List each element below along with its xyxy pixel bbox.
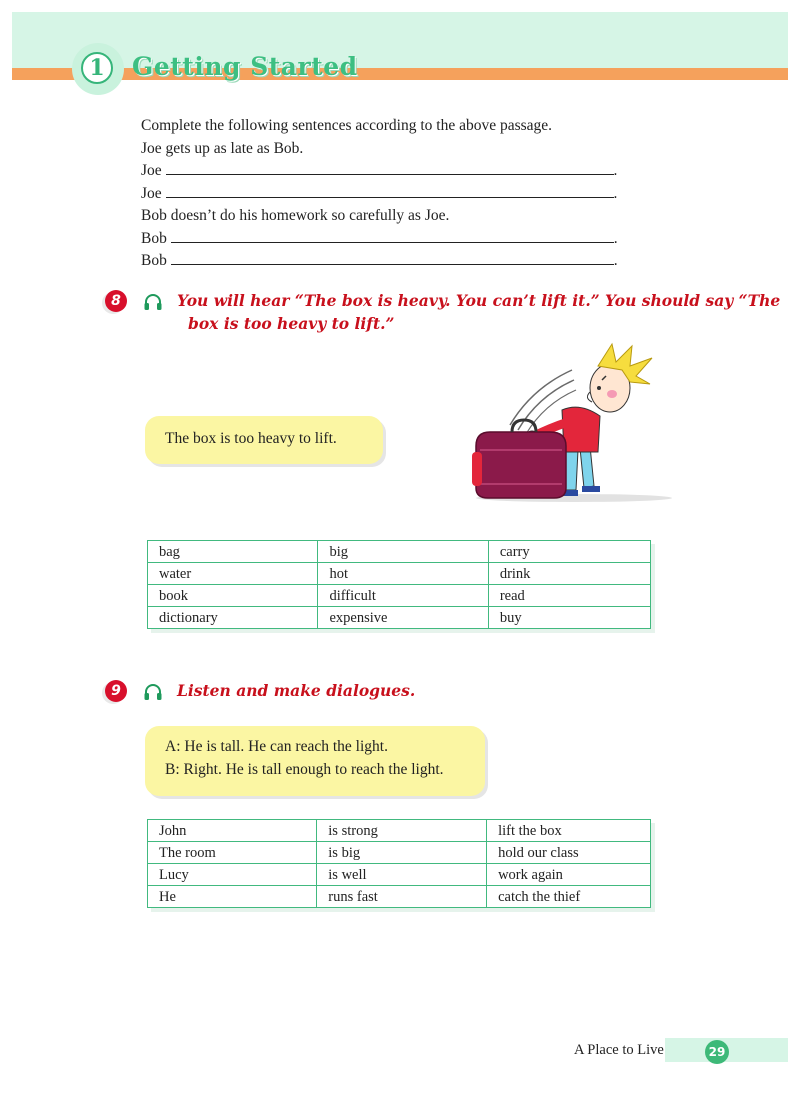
- table-row: [148, 607, 651, 629]
- table-cell: The room: [148, 842, 317, 864]
- completion-section: [141, 115, 618, 273]
- table-cell: carry: [488, 541, 650, 563]
- table-cell: hot: [318, 563, 488, 585]
- answer-blank[interactable]: [171, 228, 614, 243]
- boy-lifting-suitcase-illustration: [462, 340, 682, 505]
- example-bubble: [145, 416, 383, 464]
- header-band: [12, 12, 788, 74]
- table-cell: is strong: [317, 820, 487, 842]
- unit-number: 1: [81, 52, 113, 84]
- table-cell: runs fast: [317, 886, 487, 908]
- table-cell: dictionary: [148, 607, 318, 629]
- vocabulary-table: [147, 540, 651, 629]
- table-row: [148, 864, 651, 886]
- headphone-icon[interactable]: [143, 292, 163, 312]
- table-cell: difficult: [318, 585, 488, 607]
- exercise-instruction: [177, 289, 780, 335]
- table-cell: catch the thief: [487, 886, 651, 908]
- dialogue-bubble: [145, 726, 485, 796]
- dialogue-line-b: B: Right. He is tall enough to reach the light.: [165, 760, 444, 778]
- table-row: [148, 842, 651, 864]
- table-cell: book: [148, 585, 318, 607]
- instruction-line-1: You will hear “The box is heavy. You can’t lift it.” You should say “The: [177, 291, 781, 310]
- table-cell: water: [148, 563, 318, 585]
- period: .: [613, 162, 618, 179]
- table-cell: lift the box: [487, 820, 651, 842]
- example-text: The box is too heavy to lift.: [165, 430, 337, 447]
- answer-line[interactable]: [141, 183, 618, 206]
- answer-prefix: Bob: [141, 252, 167, 269]
- table-row: [148, 563, 651, 585]
- answer-line[interactable]: [141, 250, 618, 273]
- instruction-text: Complete the following sentences according to the above passage.: [141, 117, 553, 134]
- table-cell: Lucy: [148, 864, 317, 886]
- table-cell: expensive: [318, 607, 488, 629]
- table-row: [148, 541, 651, 563]
- page-title: Getting Started: [132, 52, 358, 81]
- page-number: 29: [705, 1040, 729, 1064]
- example-sentence: Bob doesn’t do his homework so carefully as Joe.: [141, 207, 450, 224]
- answer-prefix: Joe: [141, 162, 162, 179]
- exercise-instruction: Listen and make dialogues.: [177, 681, 416, 700]
- answer-prefix: Joe: [141, 184, 162, 202]
- answer-line[interactable]: [141, 228, 618, 251]
- table-cell: is well: [317, 864, 487, 886]
- period: .: [613, 184, 618, 202]
- period: .: [613, 252, 618, 269]
- table-cell: He: [148, 886, 317, 908]
- table-cell: big: [318, 541, 488, 563]
- table-cell: bag: [148, 541, 318, 563]
- answer-blank[interactable]: [166, 183, 614, 198]
- table-row: [148, 820, 651, 842]
- instruction-line-2: box is too heavy to lift.”: [188, 314, 395, 333]
- dialogue-line-a: A: He is tall. He can reach the light.: [165, 738, 388, 755]
- table-cell: buy: [488, 607, 650, 629]
- table-cell: John: [148, 820, 317, 842]
- answer-prefix: Bob: [141, 229, 167, 247]
- headphone-icon[interactable]: [143, 682, 163, 702]
- table-row: [148, 886, 651, 908]
- table-cell: work again: [487, 864, 651, 886]
- table-cell: drink: [488, 563, 650, 585]
- answer-blank[interactable]: [166, 160, 614, 175]
- table-cell: hold our class: [487, 842, 651, 864]
- header-stripe: [12, 68, 788, 80]
- period: .: [613, 229, 618, 247]
- table-cell: is big: [317, 842, 487, 864]
- answer-blank[interactable]: [171, 250, 614, 265]
- exercise-number-badge: 8: [105, 290, 127, 312]
- table-row: [148, 585, 651, 607]
- table-cell: read: [488, 585, 650, 607]
- example-sentence: Joe gets up as late as Bob.: [141, 139, 304, 157]
- footer-unit-label: A Place to Live: [574, 1042, 664, 1058]
- exercise-number-badge: 9: [105, 680, 127, 702]
- answer-line[interactable]: [141, 160, 618, 183]
- dialogue-table: [147, 819, 651, 908]
